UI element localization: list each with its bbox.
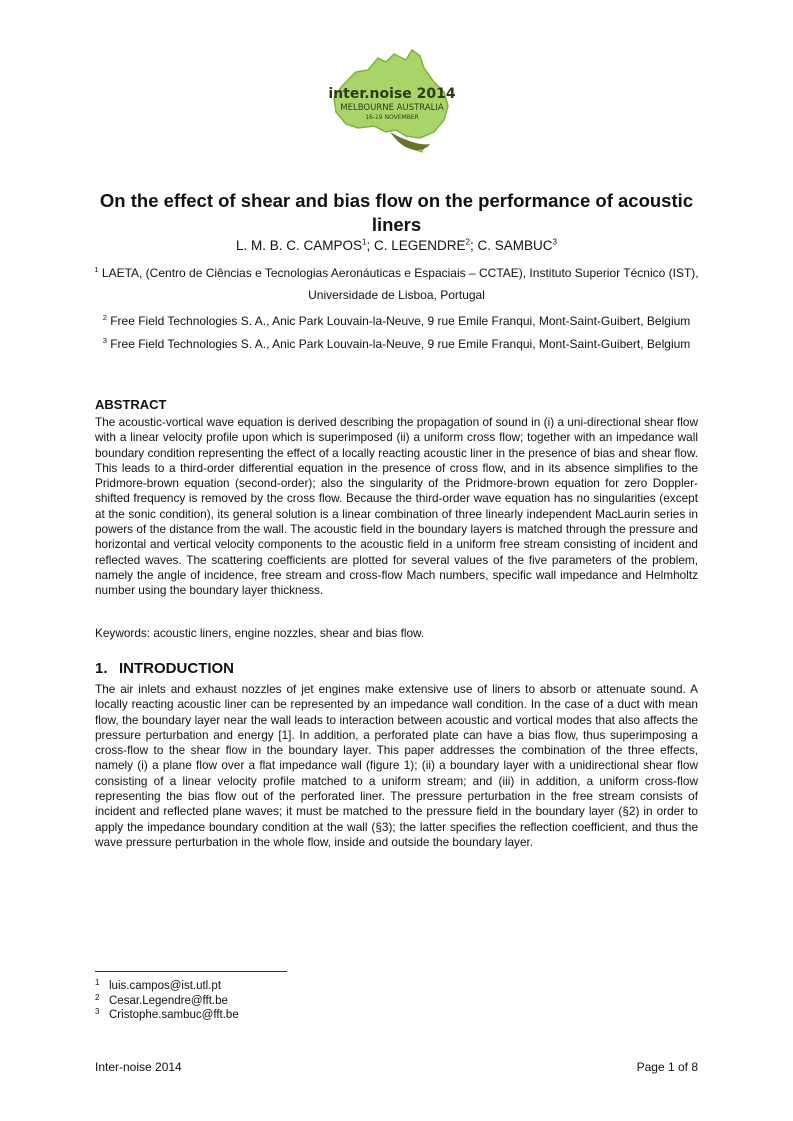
footnote: 2 Cesar.Legendre@fft.be (95, 992, 228, 1007)
author-mark: 2 (465, 237, 470, 247)
author-mark: 3 (552, 237, 557, 247)
footnote: 1 luis.campos@ist.utl.pt (95, 978, 222, 992)
logo-line3: 16-19 NOVEMBER (365, 114, 419, 121)
footer-conference: Inter-noise 2014 (95, 1060, 182, 1074)
author-name: L. M. B. C. CAMPOS (236, 238, 363, 253)
footnote-divider (95, 971, 287, 972)
affiliation-2: $^2$ Free Field Technologies S. A., Anic Park Louvain-la-Neuve, 9 rue Emile Franqui, Mont-Saint-Guibert, Belgium (102, 313, 691, 328)
section-title: INTRODUCTION (119, 660, 234, 677)
logo-line2: MELBOURNE AUSTRALIA (340, 103, 444, 113)
author-mark: 1 (362, 237, 367, 247)
footnotes (95, 979, 239, 1023)
introduction-heading (95, 660, 234, 677)
footnote-email: Cristophe.sambuc@fft.be (109, 1009, 239, 1021)
affiliation-1: $^1$ LAETA, (Centro de Ciências e Tecnologias Aeronáuticas e Espaciais – CCTAE), Instituto Superior Técnico (IST), Universidade de Lisboa, Portugal (94, 265, 699, 302)
footnote-email: luis.campos@ist.utl.pt (109, 980, 222, 992)
footnote-email: Cesar.Legendre@fft.be (109, 994, 228, 1007)
author-name: C. SAMBUC (477, 238, 553, 253)
keywords: Keywords: acoustic liners, engine nozzles, shear and bias flow. (95, 626, 425, 640)
footnote: 3 Cristophe.sambuc@fft.be (95, 1007, 239, 1021)
australia-map-icon (312, 48, 472, 162)
abstract-body: The acoustic-vortical wave equation is derived describing the propagation of sound in (i) a uni-directional shear flow with a linear velocity profile upon which is superimposed (ii) a uniform cross flow; together with an impedance wall boundary condition representing the effect of a locally reacting acoustic liner in the presence of bias and shear flow. This leads to a third-order differential equation in the presence of cross flow, and in its absence simplifies to the Pridmore-brown equation (second-order); also the singularity of the Pridmore-brown equation for zero Doppler-shifted frequency is removed by the cross flow. Because the third-order wave equation has no singularities (except at the sonic condition), its general solution is a linear combination of three linearly independent MacLaurin series in powers of the distance from the wall. The acoustic field in the boundary layers is matched through the pressure and horizontal and vertical velocity components to the acoustic field in a uniform free stream consisting of incident and reflected waves. The scattering coefficients are plotted for several values of the five parameters of the problem, namely the angle of incidence, free stream and cross-flow Mach numbers, specific wall impedance and Helmholtz number using the boundary layer thickness. (95, 415, 698, 598)
logo-line1: inter.noise 2014 (328, 86, 456, 102)
author-list: L. M. B. C. CAMPOS$^1$; C. LEGENDRE$^2$; C. SAMBUC$^3$ (236, 237, 557, 253)
footer-page-number: Page 1 of 8 (636, 1060, 698, 1074)
introduction-body: The air inlets and exhaust nozzles of jet engines make extensive use of liners to absorb or attenuate sound. A locally reacting acoustic liner can be represented by an impedance wall condition. In the case of a duct with mean flow, the boundary layer near the wall leads to interaction between acoustic and vortical modes that also affects the pressure perturbation and energy [1]. In addition, a perforated plate can have a bias flow, thus superimposing a cross-flow to the shear flow in the boundary layer. This paper addresses the combination of the three effects, namely (i) a plane flow over a flat impedance wall (figure 1); (ii) a boundary layer with a unidirectional shear flow consisting of a linear velocity profile matched to a uniform stream; and (iii) in addition, a uniform cross-flow representing the bias flow out of the perforated liner. The pressure perturbation in the free stream consists of incident and reflected plane waves; it must be matched to the pressure field in the boundary layer (§2) in order to apply the impedance boundary condition at the wall (§3); the latter specifies the reflection coefficient, and thus the wave pressure perturbation in the whole flow, inside and outside the boundary layer. (95, 682, 698, 849)
paper-title: On the effect of shear and bias flow on the performance of acoustic liners (99, 190, 694, 235)
section-number: 1. (95, 660, 108, 677)
abstract-heading: ABSTRACT (95, 397, 167, 412)
conference-logo (312, 48, 472, 162)
author-name: C. LEGENDRE (374, 238, 466, 253)
affiliation-3: $^3$ Free Field Technologies S. A., Anic Park Louvain-la-Neuve, 9 rue Emile Franqui, Mont-Saint-Guibert, Belgium (102, 336, 691, 351)
